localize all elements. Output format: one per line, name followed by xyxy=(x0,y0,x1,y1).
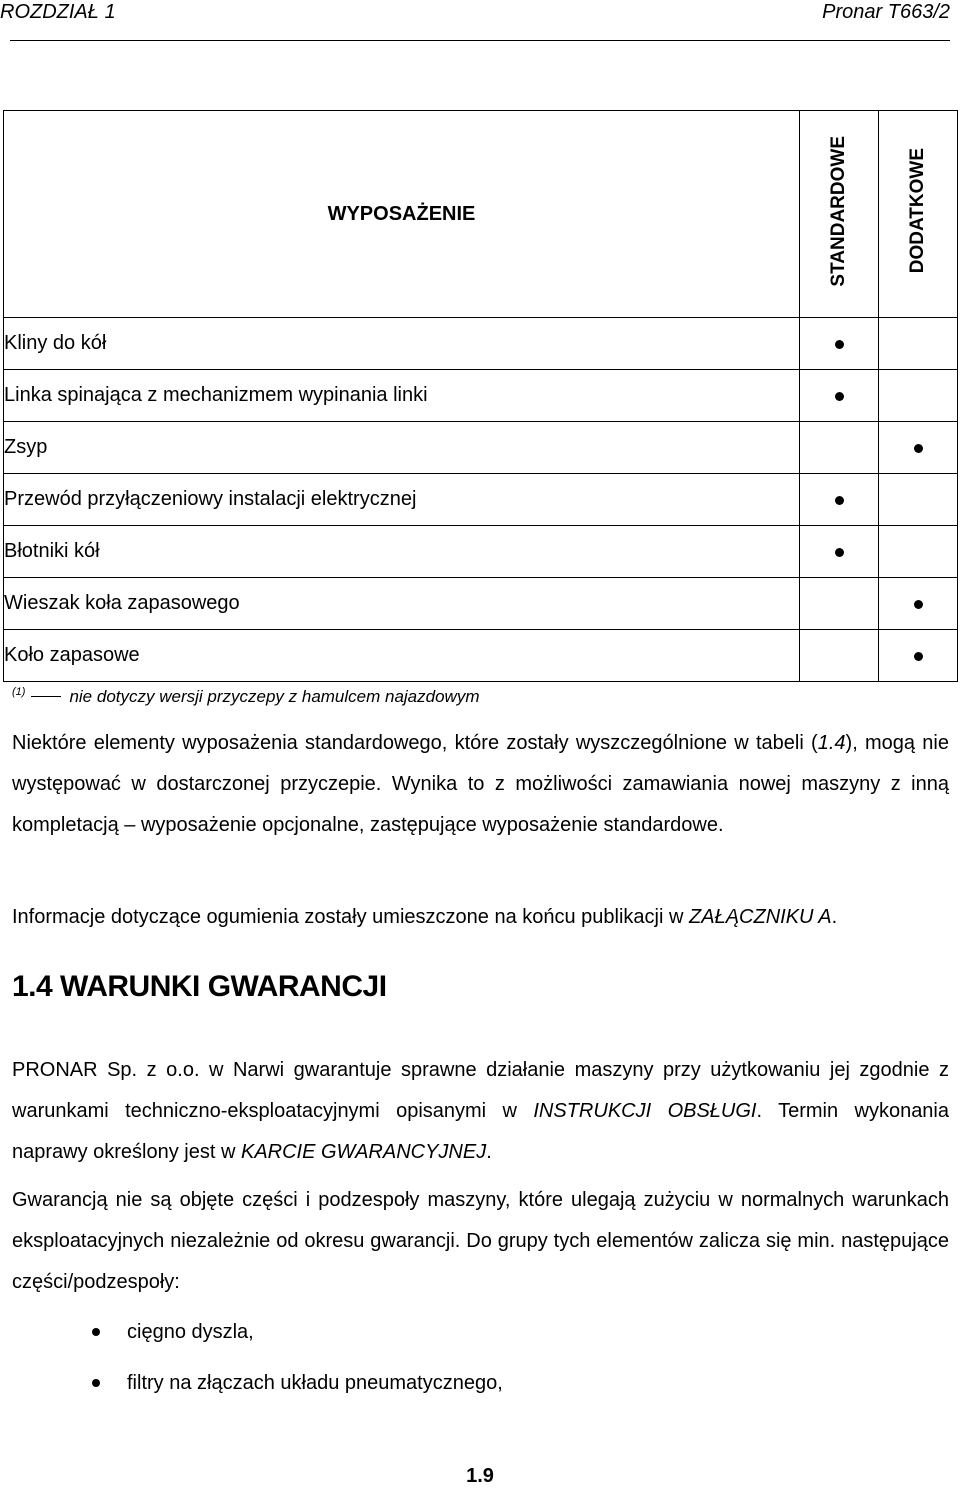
included-dot-icon xyxy=(914,600,923,609)
standard-cell xyxy=(800,370,879,422)
paragraph-text: Informacje dotyczące ogumienia zostały umieszczone na końcu publikacji w xyxy=(12,906,690,928)
list-item xyxy=(92,1358,503,1409)
table-row xyxy=(4,318,958,370)
header-divider xyxy=(10,40,950,41)
header-optional-label: DODATKOWE xyxy=(907,148,928,274)
table-row xyxy=(4,578,958,630)
optional-cell xyxy=(879,630,958,682)
header-standard xyxy=(800,111,879,318)
standard-cell xyxy=(800,578,879,630)
page-number: 1.9 xyxy=(466,1465,494,1487)
equipment-name: Przewód przyłączeniowy instalacji elektrycznej xyxy=(4,474,800,526)
paragraph-text: PRONAR Sp. z o.o. w Narwi gwarantuje sprawne działanie maszyny przy użytkowaniu jej zgodnie z warunkami techniczno-eksploatacyjnymi opisanymi w xyxy=(12,1059,949,1122)
included-dot-icon xyxy=(835,496,844,505)
paragraph-text: . Termin wykonania naprawy określony jest w xyxy=(12,1100,950,1163)
standard-cell xyxy=(800,630,879,682)
appendix-reference: ZAŁĄCZNIKU A xyxy=(689,906,832,928)
paragraph-text: . xyxy=(486,1141,492,1163)
header-optional xyxy=(879,111,958,318)
list-item-text: cięgno dyszla, xyxy=(127,1321,254,1343)
equipment-name: Linka spinająca z mechanizmem wypinania linki xyxy=(4,370,800,422)
manual-reference: INSTRUKCJI OBSŁUGI xyxy=(533,1100,757,1122)
footnote xyxy=(12,686,480,707)
chapter-label: ROZDZIAŁ 1 xyxy=(0,1,116,23)
equipment-name: Błotniki kół xyxy=(4,526,800,578)
optional-cell xyxy=(879,370,958,422)
footnote-dash xyxy=(31,696,61,697)
included-dot-icon xyxy=(835,392,844,401)
optional-cell xyxy=(879,318,958,370)
list-item xyxy=(92,1307,503,1358)
equipment-name: Wieszak koła zapasowego xyxy=(4,578,800,630)
paragraph-text: ), mogą nie występować w dostarczonej przyczepie. Wynika to z możliwości zamawiania nowej maszyny z inną kompletacją – wyposażenie opcjonalne, zastępujące wyposażenie standardowe. xyxy=(12,732,949,836)
paragraph-warranty xyxy=(12,1050,949,1173)
table-body xyxy=(4,318,958,682)
equipment-table xyxy=(3,110,958,682)
document-model-label: Pronar T663/2 xyxy=(822,1,950,23)
table-row xyxy=(4,526,958,578)
included-dot-icon xyxy=(835,340,844,349)
table-header-row xyxy=(4,111,958,318)
equipment-name: Zsyp xyxy=(4,422,800,474)
warranty-card-reference: KARCIE GWARANCYJNEJ xyxy=(240,1141,487,1163)
section-title: 1.4 WARUNKI GWARANCJI xyxy=(12,970,387,1003)
standard-cell xyxy=(800,474,879,526)
bullet-icon xyxy=(92,1379,100,1387)
header-equipment: WYPOSAŻENIE xyxy=(4,111,800,318)
included-dot-icon xyxy=(914,444,923,453)
table-row xyxy=(4,370,958,422)
list-item-text: filtry na złączach układu pneumatycznego, xyxy=(127,1372,503,1394)
table-reference: 1.4 xyxy=(817,732,846,754)
paragraph-text: Niektóre elementy wyposażenia standardowego, które zostały wyszczególnione w tabeli ( xyxy=(12,732,818,754)
equipment-name: Kliny do kół xyxy=(4,318,800,370)
optional-cell xyxy=(879,422,958,474)
paragraph-text: . xyxy=(831,906,838,928)
table-row xyxy=(4,630,958,682)
paragraph-equipment-note xyxy=(12,723,949,846)
table-row xyxy=(4,422,958,474)
paragraph-exclusions: Gwarancją nie są objęte części i podzespoły maszyny, które ulegają zużyciu w normalnych warunkach eksploatacyjnych niezależnie od okresu gwarancji. Do grupy tych elementów zalicza się min. następujące części/podzespoły: xyxy=(12,1189,949,1293)
optional-cell xyxy=(879,578,958,630)
excluded-parts-list xyxy=(92,1307,503,1409)
included-dot-icon xyxy=(914,652,923,661)
standard-cell xyxy=(800,318,879,370)
bullet-icon xyxy=(92,1328,100,1336)
optional-cell xyxy=(879,526,958,578)
standard-cell xyxy=(800,422,879,474)
table-row xyxy=(4,474,958,526)
footnote-marker: (1) xyxy=(12,686,26,698)
optional-cell xyxy=(879,474,958,526)
included-dot-icon xyxy=(835,548,844,557)
header-standard-label: STANDARDOWE xyxy=(828,135,849,287)
paragraph-tyres-note xyxy=(12,897,949,938)
footnote-text: nie dotyczy wersji przyczepy z hamulcem najazdowym xyxy=(69,687,480,706)
equipment-name: Koło zapasowe xyxy=(4,630,800,682)
standard-cell xyxy=(800,526,879,578)
